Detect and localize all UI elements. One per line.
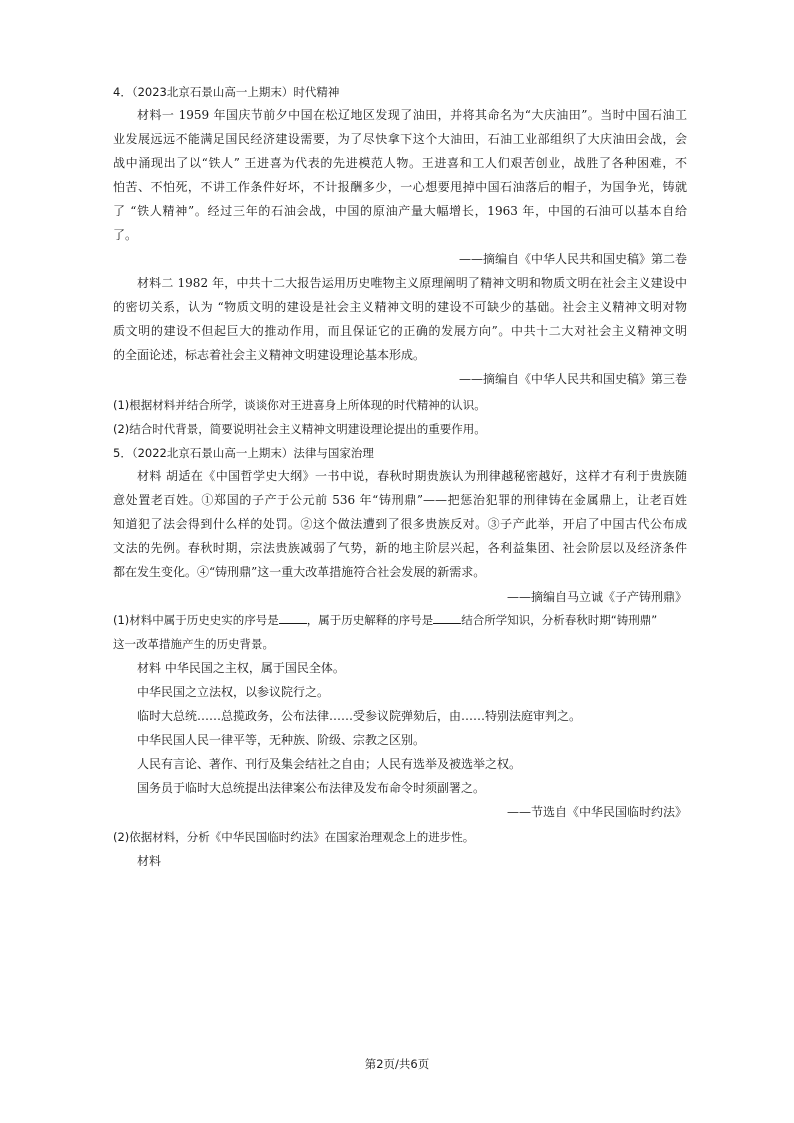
page-footer: 第2页/共6页	[364, 1057, 430, 1071]
question-5-header: 5．（2022北京石景山高一上期末）法律与国家治理	[113, 446, 374, 460]
q4-material-2-line: 材料二 1982 年，中共十二大报告运用历史唯物主义原理阐明了精神文明和物质文明在社会主义建设中	[137, 276, 687, 290]
answer-blank-2[interactable]	[433, 612, 461, 624]
q5-subquestion-1	[113, 612, 687, 628]
q4-material-1-line: 材料一 1959 年国庆节前夕中国在松辽地区发现了油田，并将其命名为“大庆油田”。当时中国石油工	[137, 108, 687, 122]
q5-subquestion-2: (2)依据材料，分析《中华民国临时约法》在国家治理观念上的进步性。	[113, 830, 475, 844]
q4-subquestion-2: (2)结合时代背景，简要说明社会主义精神文明建设理论提出的重要作用。	[113, 422, 486, 436]
q5-subquestion-1-cont: 这一改革措施产生的历史背景。	[113, 637, 274, 651]
q5-material-2-line: 人民有言论、著作、刊行及集会结社之自由；人民有选举及被选举之权。	[137, 757, 522, 771]
q5-material-line: 都在发生变化。④“铸刑鼎”这一重大改革措施符合社会发展的新需求。	[113, 565, 486, 579]
q5-material-line: 文法的先例。春秋时期，宗法贵族减弱了气势，新的地主阶层兴起，各利益集团、社会阶层以及经济条件	[113, 541, 687, 555]
q5-material-2-line: 中华民国人民一律平等，无种族、阶级、宗教之区别。	[137, 733, 426, 747]
q4-material-2-line: 质文明的建设不但起巨大的推动作用，而且保证它的正确的发展方向”。中共十二大对社会主义精神文明	[113, 324, 687, 338]
q4-material-1-line: 了 “铁人精神”。经过三年的石油会战，中国的原油产量大幅增长，1963 年，中国的石油可以基本自给	[113, 204, 687, 218]
q4-material-1-line: 怕苦、不怕死，不讲工作条件好坏，不计报酬多少，一心想要甩掉中国石油落后的帽子，为国争光，铸就	[113, 180, 687, 194]
q5-material-3-label: 材料	[137, 854, 162, 868]
q4-subquestion-1: (1)根据材料并结合所学，谈谈你对王进喜身上所体现的时代精神的认识。	[113, 398, 486, 412]
q4-material-1-line: 业发展远远不能满足国民经济建设需要，为了尽快拿下这个大油田，石油工业部组织了大庆油田会战，会	[113, 132, 687, 146]
q5-material-2-line: 临时大总统……总揽政务，公布法律……受参议院弹劾后，由……特别法庭审判之。	[137, 709, 582, 723]
q5-material-source: ——摘编自马立诚《子产铸刑鼎》	[506, 590, 687, 604]
q4-material-2-source: ——摘编自《中华人民共和国史稿》第三卷	[458, 372, 687, 386]
q5-material-2-line: 国务员于临时大总统提出法律案公布法律及发布命令时须副署之。	[137, 781, 486, 795]
question-4-header: 4．（2023北京石景山高一上期末）时代精神	[113, 85, 340, 99]
q5-material-line: 知道犯了法会得到什么样的处罚。②这个做法遭到了很多贵族反对。③子产此举，开启了中国古代公布成	[113, 517, 687, 531]
q4-material-1-line: 战中涌现出了以“铁人” 王进喜为代表的先进模范人物。王进喜和工人们艰苦创业，战胜了各种困难，不	[113, 156, 687, 170]
q4-material-1-line: 了。	[113, 228, 138, 242]
q4-material-1-source: ——摘编自《中华人民共和国史稿》第二卷	[458, 252, 687, 266]
q5-material-line: 材料 胡适在《中国哲学史大纲》一书中说，春秋时期贵族认为刑律越秘密越好，这样才有利于贵族随	[137, 469, 687, 483]
q5-sub1-text-c: 结合所学知识，分析春秋时期“铸刑鼎”	[461, 613, 658, 627]
q5-sub1-text-b: ，属于历史解释的序号是	[306, 613, 434, 627]
q5-material-line: 意处置老百姓。①郑国的子产于公元前 536 年“铸刑鼎”——把惩治犯罪的刑律铸在金属鼎上，让老百姓	[113, 493, 687, 507]
q5-sub1-text-a: (1)材料中属于历史史实的序号是	[113, 613, 279, 627]
q4-material-2-line: 的全面论述，标志着社会主义精神文明建设理论基本形成。	[113, 348, 426, 362]
q5-material-2-line: 中华民国之立法权，以参议院行之。	[137, 685, 330, 699]
q5-material-2-source: ——节选自《中华民国临时约法》	[506, 805, 687, 819]
answer-blank-1[interactable]	[279, 612, 307, 624]
q4-material-2-line: 的密切关系，认为 “物质文明的建设是社会主义精神文明的建设不可缺少的基础。社会主义精神文明对物	[113, 300, 687, 314]
q5-material-2-line: 材料 中华民国之主权，属于国民全体。	[137, 661, 345, 675]
